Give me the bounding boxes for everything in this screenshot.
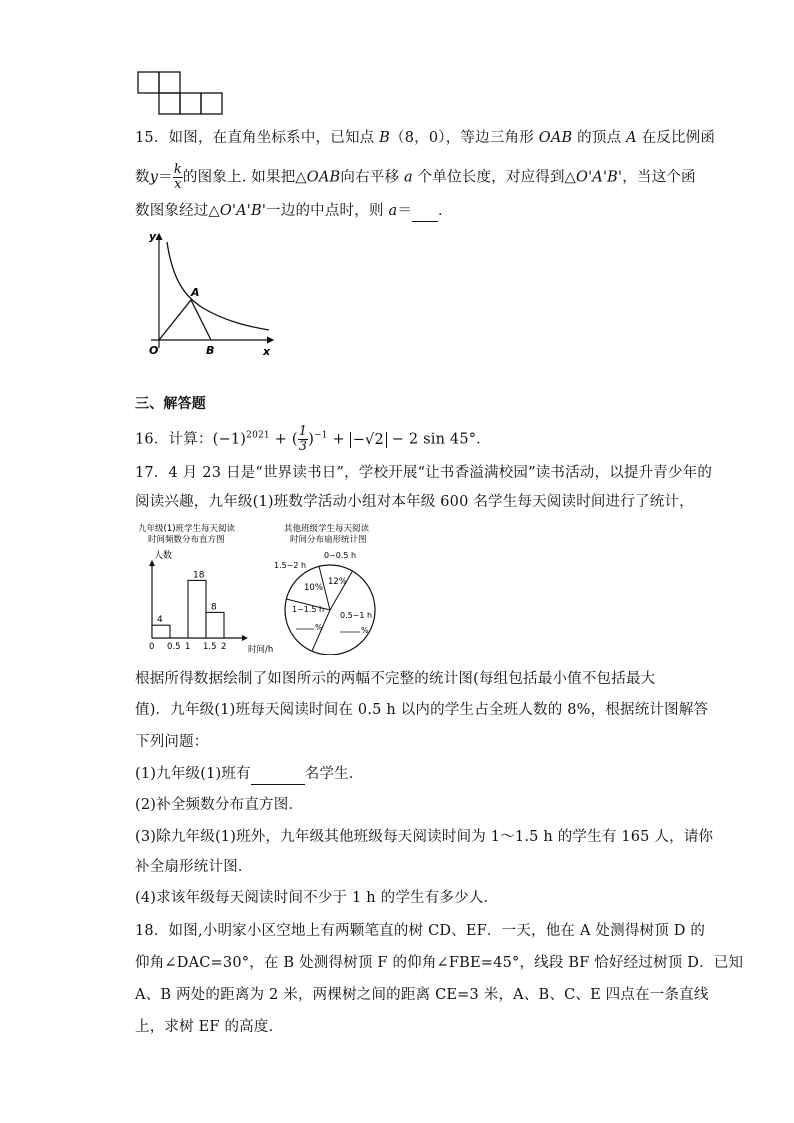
q18-line-2: 仰角∠DAC=30°，在 B 处测得树顶 F 的仰角∠FBE=45°，线段 BF 恰好经过树顶 D．已知: [135, 955, 744, 971]
class-size-blank: [251, 764, 305, 785]
q16-line: 16．计算：$(-1)^{2021}$ + ( $\frac{1}{3}$ )$^{-1}$ + −√2 − 2 sin 45°．: [135, 424, 491, 454]
q18-line-3: A、B 两处的距离为 2 米，两棵树之间的距离 CE=3 米，A、B、C、E 四点在一条直线: [135, 987, 709, 1003]
histogram-x-tick: 1.5: [203, 642, 217, 652]
q15-graph: [145, 228, 280, 358]
histogram-bar: [152, 625, 170, 638]
histogram-chart: [130, 520, 275, 655]
cube-net-figure: [136, 70, 228, 118]
q15-line-3: 数图象经过△O'A'B'一边的中点时，则 a＝ ．: [135, 201, 453, 222]
q17-sub-3-line-2: 补全扇形统计图．: [135, 859, 253, 875]
graph-y-label: y: [149, 230, 157, 243]
pie-slice-0-05-label: 0~0.5 h: [324, 551, 357, 560]
absolute-value: −√2: [350, 432, 387, 448]
histogram-title-1: 九年级(1)班学生每天阅读: [138, 524, 236, 534]
pie-slice-1-15-pct: %: [315, 623, 323, 632]
k-over-x-fraction: $\frac{k}{x}$: [173, 162, 182, 192]
histogram-title-2: 时间频数分布直方图: [148, 535, 225, 545]
q18-line-4: 上，求树 EF 的高度．: [135, 1019, 284, 1035]
pie-title-1: 其他班级学生每天阅读: [284, 524, 370, 534]
pie-slice-0-05-pct: 12%: [328, 577, 347, 587]
histogram-x-tick: 1: [185, 642, 191, 652]
pie-slice-05-1-pct: %: [361, 626, 369, 635]
histogram-bar-label: 8: [211, 602, 217, 613]
q15-line-1: 15．如图，在直角坐标系中，已知点 B（8，0），等边三角形 OAB 的顶点 A 在反比例函: [135, 130, 716, 146]
section-title: 三、解答题: [135, 396, 206, 412]
pie-slice-1-15-label: 1~1.5 h: [292, 605, 325, 614]
graph-x-label: x: [263, 345, 271, 358]
q15-line-2: 数y＝ $\frac{k}{x}$ 的图象上. 如果把△OAB向右平移 a 个单位长度，对应得到△O'A'B'，当这个函: [135, 162, 696, 192]
graph-origin-label: O: [149, 344, 159, 357]
answer-blank: [412, 201, 438, 222]
pie-slice-15-2-pct: 10%: [304, 583, 323, 593]
pie-chart: [272, 520, 392, 655]
histogram-bar: [188, 580, 206, 638]
pie-title-2: 时间分布扇形统计图: [290, 535, 367, 545]
graph-point-a-label: A: [191, 286, 200, 299]
q17-line-1: 17．4 月 23 日是“世界读书日”，学校开展“让书香溢满校园”读书活动，以提升青少年的: [135, 465, 713, 481]
q17-line-3: 根据所得数据绘制了如图所示的两幅不完整的统计图(每组包括最小值不包括最大: [135, 671, 656, 687]
histogram-x-label: 时间/h: [248, 645, 274, 655]
one-third-fraction: $\frac{1}{3}$: [298, 424, 308, 454]
q17-line-5: 下列问题：: [135, 734, 209, 750]
q17-sub-3-line-1: (3)除九年级(1)班外，九年级其他班级每天阅读时间为 1～1.5 h 的学生有 165 人，请你: [135, 829, 714, 845]
histogram-bar: [206, 612, 224, 638]
pie-slice-05-1-label: 0.5~1 h: [340, 611, 373, 620]
histogram-x-tick: 0.5: [167, 642, 181, 652]
histogram-x-tick: 0: [149, 642, 155, 652]
histogram-bar-label: 4: [157, 615, 163, 626]
histogram-y-label: 人数: [154, 551, 173, 561]
graph-point-b-label: B: [206, 344, 215, 357]
histogram-x-tick: 2: [221, 642, 227, 652]
q17-line-4: 值)．九年级(1)班每天阅读时间在 0.5 h 以内的学生占全班人数的 8%，根据统计图解答: [135, 702, 709, 718]
q17-sub-1: (1)九年级(1)班有 名学生．: [135, 764, 364, 785]
q17-sub-2: (2)补全频数分布直方图．: [135, 797, 304, 813]
pie-slice-15-2-label: 1.5~2 h: [274, 561, 307, 570]
q17-sub-4: (4)求该年级每天阅读时间不少于 1 h 的学生有多少人．: [135, 890, 499, 906]
histogram-x-arrow: [242, 635, 248, 641]
q18-line-1: 18．如图,小明家小区空地上有两颗笔直的树 CD、EF．一天，他在 A 处测得树顶 D 的: [135, 923, 706, 939]
histogram-bar-label: 18: [193, 570, 205, 581]
q17-line-2: 阅读兴趣，九年级(1)班数学活动小组对本年级 600 名学生每天阅读时间进行了统计，: [135, 494, 694, 510]
